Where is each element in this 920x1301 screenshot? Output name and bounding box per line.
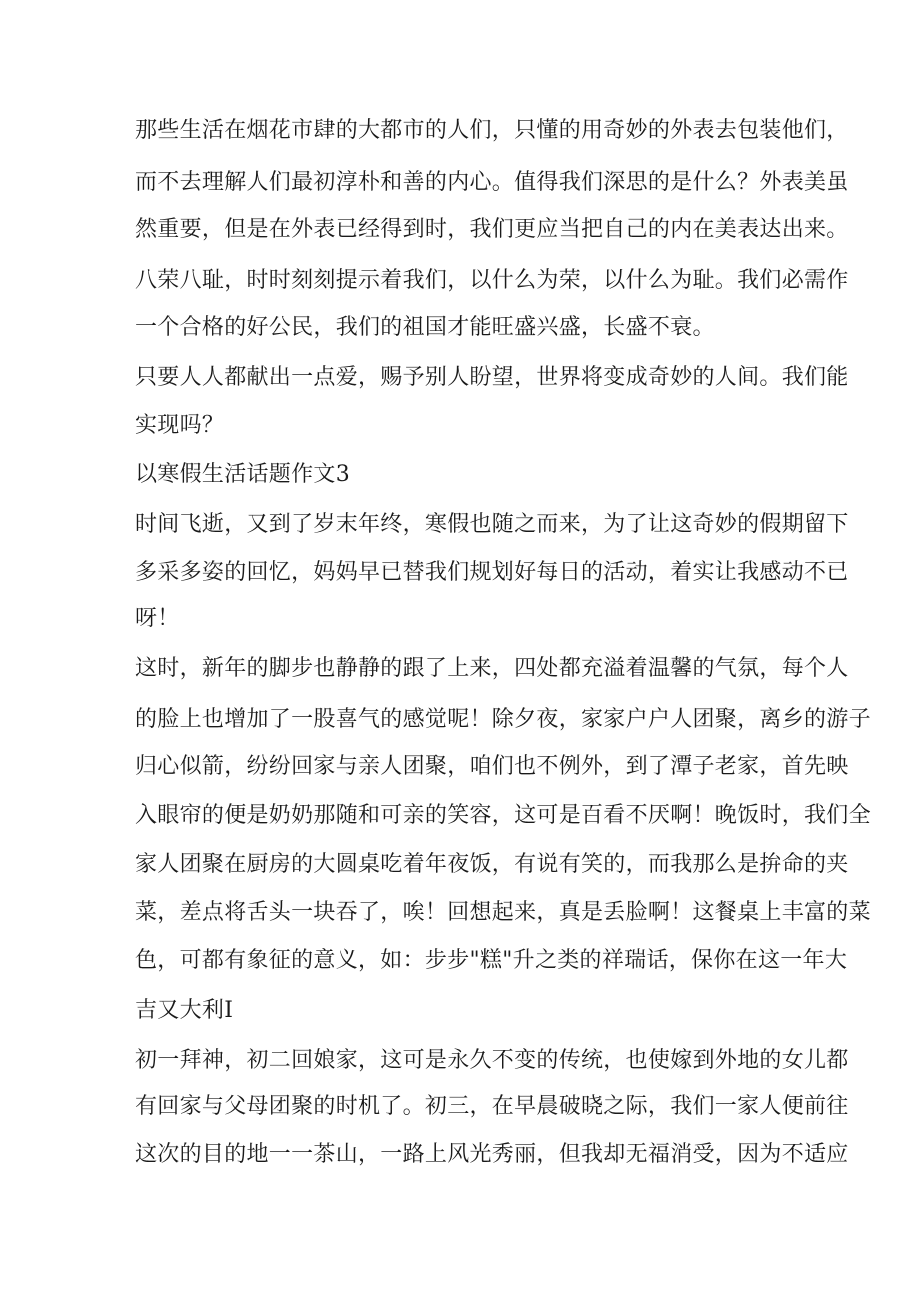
text-line: 入眼帘的便是奶奶那随和可亲的笑容，这可是百看不厌啊！晚饭时，我们全 bbox=[135, 803, 871, 828]
text-line: 的脸上也增加了一股喜气的感觉呢！除夕夜，家家户户人团聚，离乡的游子 bbox=[135, 707, 871, 732]
text-line: 那些生活在烟花市肆的大都市的人们，只懂的用奇妙的外表去包装他们， bbox=[135, 118, 849, 143]
text-line: 时间飞逝，又到了岁末年终，寒假也随之而来，为了让这奇妙的假期留下 bbox=[135, 512, 849, 537]
text-line: 初一拜神，初二回娘家，这可是永久不变的传统，也使嫁到外地的女儿都 bbox=[135, 1048, 849, 1073]
text-line: 这时，新年的脚步也静静的跟了上来，四处都充溢着温馨的气氛，每个人 bbox=[135, 656, 849, 681]
text-line: 归心似箭，纷纷回家与亲人团聚，咱们也不例外，到了潭子老家，首先映 bbox=[135, 754, 849, 779]
text-line: 菜，差点将舌头一块吞了，唉！回想起来，真是丢脸啊！这餐桌上丰富的菜 bbox=[135, 900, 871, 925]
text-line: 而不去理解人们最初淳朴和善的内心。值得我们深思的是什么？外表美虽 bbox=[135, 170, 849, 195]
text-line: 呀！ bbox=[135, 606, 180, 631]
text-line: 家人团聚在厨房的大圆桌吃着年夜饭，有说有笑的，而我那么是拚命的夹 bbox=[135, 852, 849, 877]
text-line: 多采多姿的回忆，妈妈早已替我们规划好每日的活动，着实让我感动不已 bbox=[135, 560, 849, 585]
text-line: 然重要，但是在外表已经得到时，我们更应当把自己的内在美表达出来。 bbox=[135, 217, 849, 242]
text-line: 这次的目的地一一茶山，一路上风光秀丽，但我却无福消受，因为不适应 bbox=[135, 1142, 849, 1167]
text-line: 吉又大利I bbox=[135, 998, 234, 1023]
text-line: 八荣八耻，时时刻刻提示着我们，以什么为荣，以什么为耻。我们必需作 bbox=[135, 268, 849, 293]
section-heading: 以寒假生活话题作文3 bbox=[135, 462, 350, 487]
text-line: 一个合格的好公民，我们的祖国才能旺盛兴盛，长盛不衰。 bbox=[135, 315, 715, 340]
text-line: 色，可都有象征的意义，如：步步"糕"升之类的祥瑞话，保你在这一年大 bbox=[135, 948, 848, 973]
text-line: 只要人人都献出一点爱，赐予别人盼望，世界将变成奇妙的人间。我们能 bbox=[135, 365, 849, 390]
text-line: 实现吗？ bbox=[135, 413, 225, 438]
text-line: 有回家与父母团聚的时机了。初三，在早晨破晓之际，我们一家人便前往 bbox=[135, 1094, 849, 1119]
